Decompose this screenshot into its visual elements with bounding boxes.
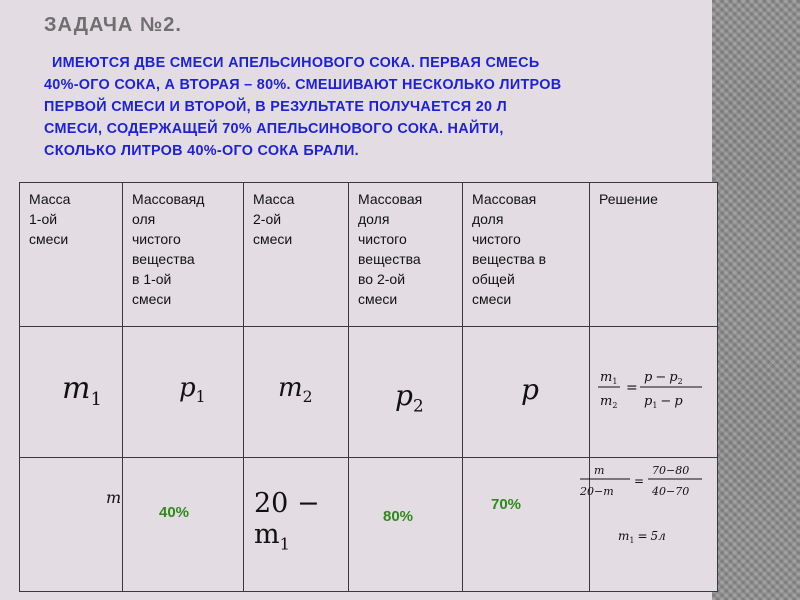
sol-m-num: m bbox=[594, 464, 605, 477]
cell-m1 bbox=[20, 327, 123, 458]
header-row bbox=[20, 183, 718, 327]
solution-table bbox=[19, 182, 718, 592]
cell-p2 bbox=[349, 327, 463, 458]
problem-line: ИМЕЮТСЯ ДВЕ СМЕСИ АПЕЛЬСИНОВОГО СОКА. ПЕРВАЯ СМЕСЬ bbox=[52, 55, 540, 71]
problem-line: ПЕРВОЙ СМЕСИ И ВТОРОЙ, В РЕЗУЛЬТАТЕ ПОЛУЧАЕТСЯ 20 Л bbox=[44, 99, 508, 115]
expr-20-minus-m1: $20 - m_1$ bbox=[254, 488, 320, 554]
formula-m2-den: $m_2$ bbox=[600, 394, 618, 410]
formula-den-right: $p_1 - p$ bbox=[644, 394, 683, 410]
header-fraction-2: Массовая доля чистого вещества во 2-ой смеси bbox=[349, 183, 463, 327]
formula-m1-num: $m_1$ bbox=[600, 370, 618, 386]
problem-line: 40%-ОГО СОКА, А ВТОРАЯ – 80%. СМЕШИВАЮТ НЕСКОЛЬКО ЛИТРОВ bbox=[44, 77, 562, 93]
ratio-formula bbox=[596, 365, 706, 415]
symbol-p2: $p_2$ bbox=[395, 379, 424, 416]
header-mass-2: Масса 2-ой смеси bbox=[244, 183, 349, 327]
formula-equals: = bbox=[626, 380, 638, 396]
decorative-side-band bbox=[712, 0, 800, 600]
sol-70-minus-80: 70−80 bbox=[652, 464, 690, 477]
symbol-p: p bbox=[521, 373, 539, 406]
problem-line: СКОЛЬКО ЛИТРОВ 40%-ОГО СОКА БРАЛИ. bbox=[44, 143, 359, 159]
sol-40-minus-70: 40−70 bbox=[652, 485, 690, 498]
symbols-row bbox=[20, 327, 718, 458]
values-row bbox=[20, 458, 718, 592]
percent-40: 40% bbox=[159, 504, 190, 521]
formula-num-right: $p - p_2$ bbox=[644, 370, 683, 386]
cell-p1 bbox=[123, 327, 244, 458]
slide-title: ЗАДАЧА №2. bbox=[44, 14, 182, 36]
sol-20-minus-m: 20−m bbox=[580, 485, 614, 498]
sol-m1-eq-5l: $m_1 = 5л$ bbox=[618, 529, 666, 545]
cell-m2 bbox=[244, 327, 349, 458]
problem-statement bbox=[44, 52, 694, 162]
cell-p1-value bbox=[123, 458, 244, 592]
symbol-m-partial: m bbox=[106, 488, 122, 507]
header-fraction-total: Массовая доля чистого вещества в общей смеси bbox=[463, 183, 590, 327]
cell-m-value bbox=[20, 458, 123, 592]
cell-m2-value bbox=[244, 458, 349, 592]
cell-p-value bbox=[463, 458, 590, 592]
symbol-p1: $p_1$ bbox=[179, 373, 206, 407]
cell-solution-final bbox=[580, 458, 718, 592]
header-fraction-1: Массоваяд оля чистого вещества в 1-ой смеси bbox=[123, 183, 244, 327]
problem-line: СМЕСИ, СОДЕРЖАЩЕЙ 70% АПЕЛЬСИНОВОГО СОКА. НАЙТИ, bbox=[44, 121, 504, 137]
sol-equals: = bbox=[634, 474, 645, 488]
symbol-m2: $m_2$ bbox=[278, 373, 313, 407]
symbol-m1: $m_1$ bbox=[62, 371, 102, 410]
solution-formula bbox=[578, 462, 706, 582]
header-mass-1: Масса 1-ой смеси bbox=[20, 183, 123, 327]
cell-formula-ratio bbox=[590, 327, 718, 458]
percent-70: 70% bbox=[491, 496, 522, 513]
percent-80: 80% bbox=[383, 508, 414, 525]
cell-p bbox=[463, 327, 590, 458]
cell-p2-value bbox=[349, 458, 463, 592]
header-solution: Решение bbox=[590, 183, 718, 327]
